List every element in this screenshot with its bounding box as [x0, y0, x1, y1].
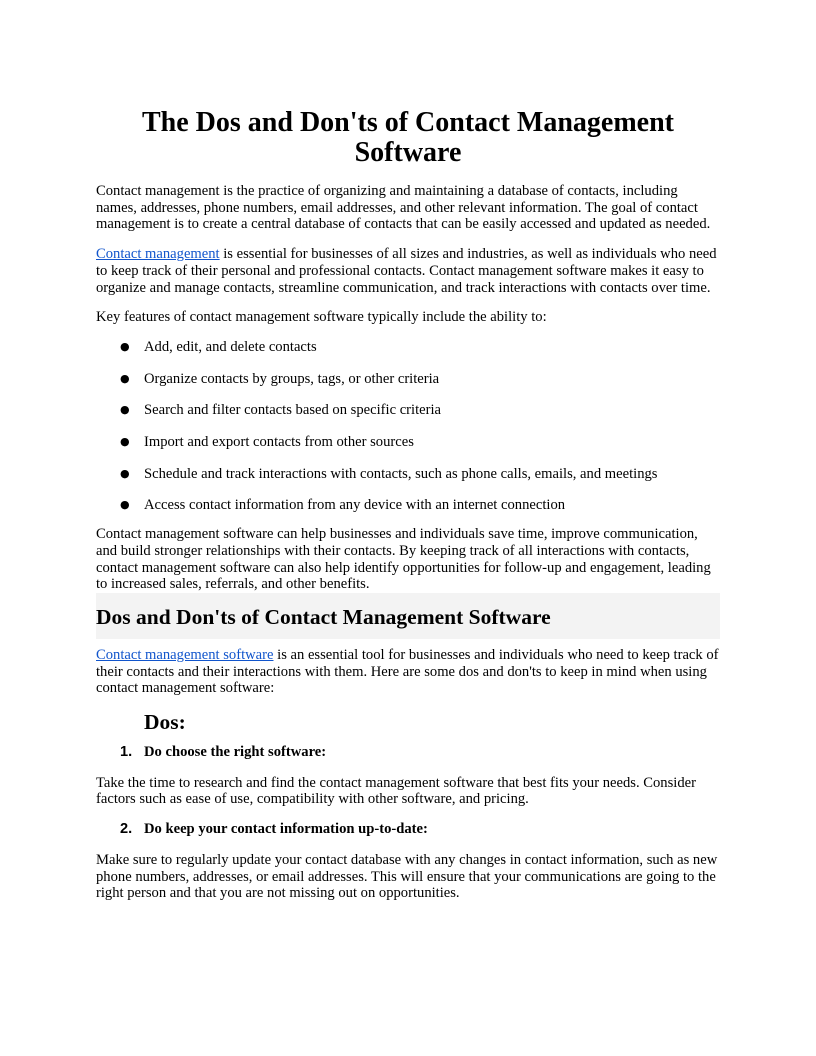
list-item-text: Add, edit, and delete contacts — [144, 338, 317, 355]
dos-item-body: Make sure to regularly update your contact database with any changes in contact information, such as new phone numbers, addresses, or email addresses. This will ensure that your communications are going to the right person and that you are not missing out on opportunities. — [96, 851, 718, 902]
dos-item-title — [96, 821, 720, 838]
dos-heading: Dos: — [144, 710, 186, 735]
summary-paragraph: Contact management software can help businesses and individuals save time, improve communication, and build stronger relationships with their contacts. By keeping track of all interactions with contacts, contact management software can also help identify opportunities for follow-up and engagement, leading to increased sales, referrals, and other benefits. — [96, 526, 711, 593]
bullet-icon: ● — [120, 498, 130, 512]
list-item — [96, 339, 720, 356]
bullet-icon: ● — [120, 466, 130, 480]
bullet-icon: ● — [120, 339, 130, 353]
list-item-text: Access contact information from any device with an internet connection — [144, 497, 566, 514]
paragraph-contact-management-text: is essential for businesses of all sizes and industries, as well as individuals who need to keep track of their personal and professional contacts. Contact management software makes it easy to organize and manage contacts, streamline communication, and track interactions with contacts over time. — [96, 246, 717, 296]
list-item — [96, 497, 720, 514]
contact-management-link[interactable]: Contact management — [96, 246, 220, 263]
paragraph-contact-management — [96, 246, 720, 296]
list-item — [96, 371, 720, 388]
section-heading: Dos and Don'ts of Contact Management Software — [96, 593, 720, 639]
section-intro-paragraph — [96, 647, 720, 697]
item-number: 2. — [120, 821, 133, 838]
item-number: 1. — [120, 744, 133, 761]
item-title-text: Do choose the right software: — [144, 744, 327, 761]
bullet-icon: ● — [120, 371, 130, 385]
list-item-text: Schedule and track interactions with contacts, such as phone calls, emails, and meetings — [144, 465, 658, 482]
features-intro: Key features of contact management software typically include the ability to: — [96, 309, 547, 326]
bullet-icon: ● — [120, 435, 130, 449]
list-item-text: Search and filter contacts based on specific criteria — [144, 402, 442, 419]
dos-item-body: Take the time to research and find the contact management software that best fits your needs. Consider factors such as ease of use, compatibility with other software, and pricing. — [96, 774, 696, 808]
contact-management-software-link[interactable]: Contact management software — [96, 646, 274, 663]
document-page — [96, 108, 720, 915]
list-item-text: Import and export contacts from other sources — [144, 434, 414, 451]
bullet-icon: ● — [120, 403, 130, 417]
page-title: The Dos and Don'ts of Contact Management Software — [142, 107, 674, 168]
item-title-text: Do keep your contact information up-to-date: — [144, 821, 428, 838]
dos-item-title — [96, 744, 720, 761]
list-item — [96, 402, 720, 419]
list-item-text: Organize contacts by groups, tags, or other criteria — [144, 370, 440, 387]
list-item — [96, 466, 720, 483]
section-intro-text: is an essential tool for businesses and individuals who need to keep track of their contacts and their interactions with them. Here are some dos and don'ts to keep in mind when using contact management software: — [96, 646, 719, 697]
features-list — [96, 339, 720, 514]
intro-paragraph: Contact management is the practice of organizing and maintaining a database of contacts, including names, addresses, phone numbers, email addresses, and other relevant information. The goal of contact management is to create a central database of contacts that can be easily accessed and updated as needed. — [96, 183, 711, 233]
list-item — [96, 434, 720, 451]
